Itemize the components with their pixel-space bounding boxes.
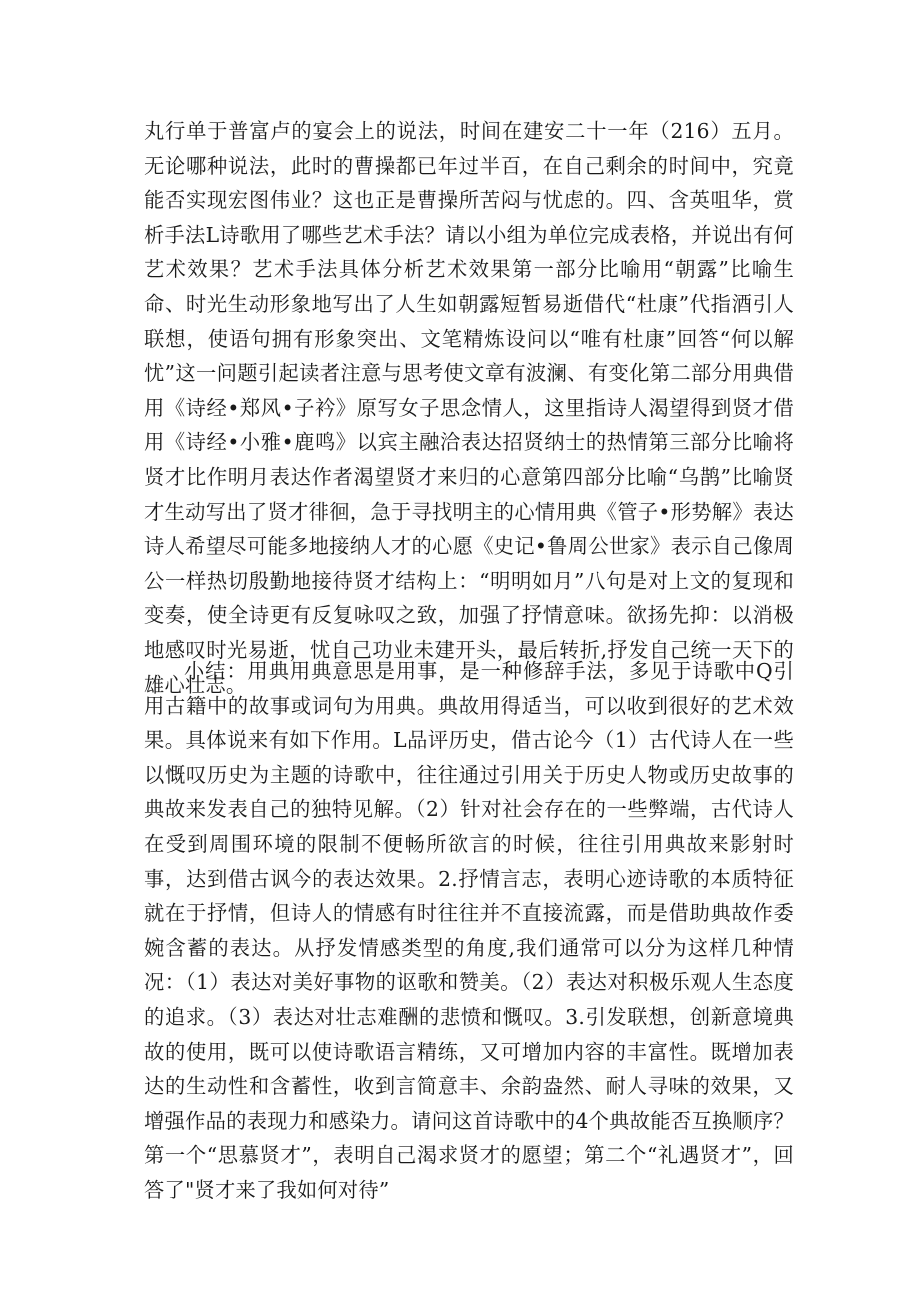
body-paragraph-analysis: 丸行单于普富卢的宴会上的说法，时间在建安二十一年（216）五月。无论哪种说法，此时的曹操都已年过半百，在自己剩余的时间中，究竟能否实现宏图伟业？这也正是曹操所苦闷与忧虑的。四、含英咀华，赏析手法L诗歌用了哪些艺术手法？请以小组为单位完成表格，并说出有何艺术效果？艺术手法具体分析艺术效果第一部分比喻用“朝露”比喻生命、时光生动形象地写出了人生如朝露短暂易逝借代“杜康”代指酒引人联想，使语句拥有形象突出、文笔精炼设问以“唯有杜康”回答“何以解忧”这一问题引起读者注意与思考使文章有波澜、有变化第二部分用典借用《诗经•郑风•子衿》原写女子思念情人，这里指诗人渴望得到贤才借用《诗经•小雅•鹿鸣》以宾主融洽表达招贤纳士的热情第三部分比喻将贤才比作明月表达作者渴望贤才来归的心意第四部分比喻“乌鹊”比喻贤才生动写出了贤才徘徊，急于寻找明主的心情用典《管子•形势解》表达诗人希望尽可能多地接纳人才的心愿《史记•鲁周公世家》表示自己像周公一样热切殷勤地接待贤才结构上：“明明如月”八句是对上文的复现和变奏，使全诗更有反复咏叹之致，加强了抒情意味。欲扬先抑：以消极地感叹时光易逝，忧自己功业未建开头，最后转折,抒发自己统一天下的雄心壮志。 (144, 119, 794, 697)
body-paragraph-summary: 小结：用典用典意思是用事，是一种修辞手法，多见于诗歌中Q引用古籍中的故事或词句为用典。典故用得适当，可以收到很好的艺术效果。具体说来有如下作用。L品评历史，借古论今（1）古代诗人在一些以慨叹历史为主题的诗歌中，往往通过引用关于历史人物或历史故事的典故来发表自己的独特见解。（2）针对社会存在的一些弊端，古代诗人在受到周围环境的限制不便畅所欲言的时候，往往引用典故来影射时事，达到借古讽今的表达效果。2.抒情言志，表明心迹诗歌的本质特征就在于抒情，但诗人的情感有时往往并不直接流露，而是借助典故作委婉含蓄的表达。从抒发情感类型的角度,我们通常可以分为这样几种情况：（1）表达对美好事物的讴歌和赞美。（2）表达对积极乐观人生态度的追求。（3）表达对壮志难酬的悲愤和慨叹。3.引发联想，创新意境典故的使用，既可以使诗歌语言精练，又可增加内容的丰富性。既增加表达的生动性和含蓄性，收到言简意丰、余韵盎然、耐人寻味的效果，又增强作品的表现力和感染力。请问这首诗歌中的4个典故能否互换顺序？第一个“思慕贤才”，表明自己渴求贤才的愿望；第二个“礼遇贤才”，回答了"贤才来了我如何对待” (144, 659, 794, 1202)
